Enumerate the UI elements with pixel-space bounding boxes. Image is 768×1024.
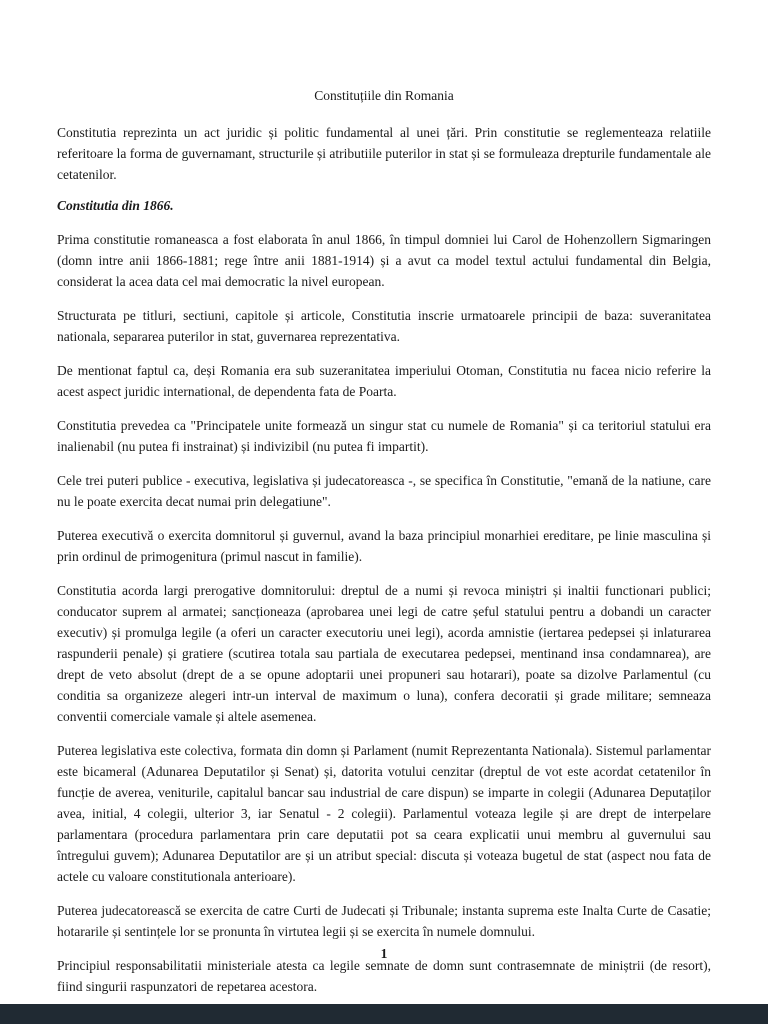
paragraph: Constitutia acorda largi prerogative domnitorului: dreptul de a numi și revoca miniștri și inaltii functionari publici; conducator suprem al armatei; sancționeaza (aprobarea unei legi de catre șeful statului pentru a dobandi un caracter executiv) și promulga legile (a oferi un caracter executoriu unei legi), acorda amnistie (iertarea pedepsei și inlaturarea raspunderii penale) și gratiere (scutirea totala sau partiala de executarea pedepsei, mentinand insa condamnarea), are drept de veto absolut (drept de a se opune adoptarii unei propuneri sau hotarari), poate sa dizolve Parlamentul (cu conditia sa organizeze alegeri intr-un interval de maximum o luna), confera decoratii și grade militare; semneaza conventii comerciale vamale și altele asemenea. <box>57 583 711 724</box>
paragraph: Principiul responsabilitatii ministeriale atesta ca legile semnate de domn sunt contrasemnate de miniștrii (de resort), fiind singurii raspunzatori de repetarea acestora. <box>57 958 711 994</box>
paragraph: Puterea executivă o exercita domnitorul și guvernul, avand la baza principiul monarhiei ereditare, pe linie masculina și prin ordinul de primogenitura (primul nascut in familie). <box>57 528 711 564</box>
intro-paragraph: Constitutia reprezinta un act juridic și politic fundamental al unei țări. Prin constitutie se reglementeaza relatiile referitoare la forma de guvernamant, structurile și atributiile puterilor in stat și se formuleaza drepturile fundamentale ale cetatenilor. <box>57 125 711 182</box>
page-number: 1 <box>380 946 388 961</box>
viewer-footer-bar <box>0 1004 768 1024</box>
paragraph: Puterea legislativa este colectiva, formata din domn și Parlament (numit Reprezentanta Nationala). Sistemul parlamentar este bicameral (Adunarea Deputatilor și Senat) și, datorita votului cenzitar (dreptul de vot este acordat cetatenilor în funcție de averea, veniturile, capitalul bancar sau industrial de care dispun) se imparte in colegii (Adunarea Deputaților avea, initial, 4 colegii, ulterior 3, iar Senatul - 2 colegii). Parlamentul voteaza legile și are drept de interpelare parlamentara (procedura parlamentara prin care deputatii pot sa ceara explicatii unui membru al guvernului sau întregului guvem); Adunarea Deputatilor are și un atribut special: discuta și voteaza bugetul de stat (aspect nou fata de actele cu valoare constitutionala anterioare). <box>57 743 711 884</box>
paragraph: Constitutia prevedea ca "Principatele unite formează un singur stat cu numele de Romania" și ca teritoriul statului era inalienabil (nu putea fi instrainat) și indivizibil (nu putea fi impartit). <box>57 418 711 454</box>
paragraph: Structurata pe titluri, sectiuni, capitole și articole, Constitutia inscrie urmatoarele principii de baza: suveranitatea nationala, separarea puterilor in stat, guvernarea reprezentativa. <box>57 308 711 344</box>
paragraph: Cele trei puteri publice - executiva, legislativa și judecatoreasca -, se specifica în Constitutie, "emană de la natiune, care nu le poate exercita decat numai prin delegatiune". <box>57 473 711 509</box>
paragraph: De mentionat faptul ca, deși Romania era sub suzeranitatea imperiului Otoman, Constitutia nu facea nicio referire la acest aspect juridic international, de dependenta fata de Poarta. <box>57 363 711 399</box>
document-title: Constituțiile din Romania <box>314 88 454 103</box>
section-heading-1866: Constitutia din 1866. <box>57 198 174 213</box>
paragraph: Prima constitutie romaneasca a fost elaborata în anul 1866, în timpul domniei lui Carol de Hohenzollern Sigmaringen (domn intre anii 1866-1881; rege între anii 1881-1914) și a avut ca model textul actului fundamental din Belgia, considerat la acea data cel mai democratic la nivel european. <box>57 232 711 289</box>
document-content <box>57 88 711 1010</box>
paragraph: Puterea judecatorească se exercita de catre Curti de Judecati și Tribunale; instanta suprema este Inalta Curte de Casatie; hotararile și sentințele lor se pronunta în virtutea legii și se exercita în numele domnului. <box>57 903 711 939</box>
